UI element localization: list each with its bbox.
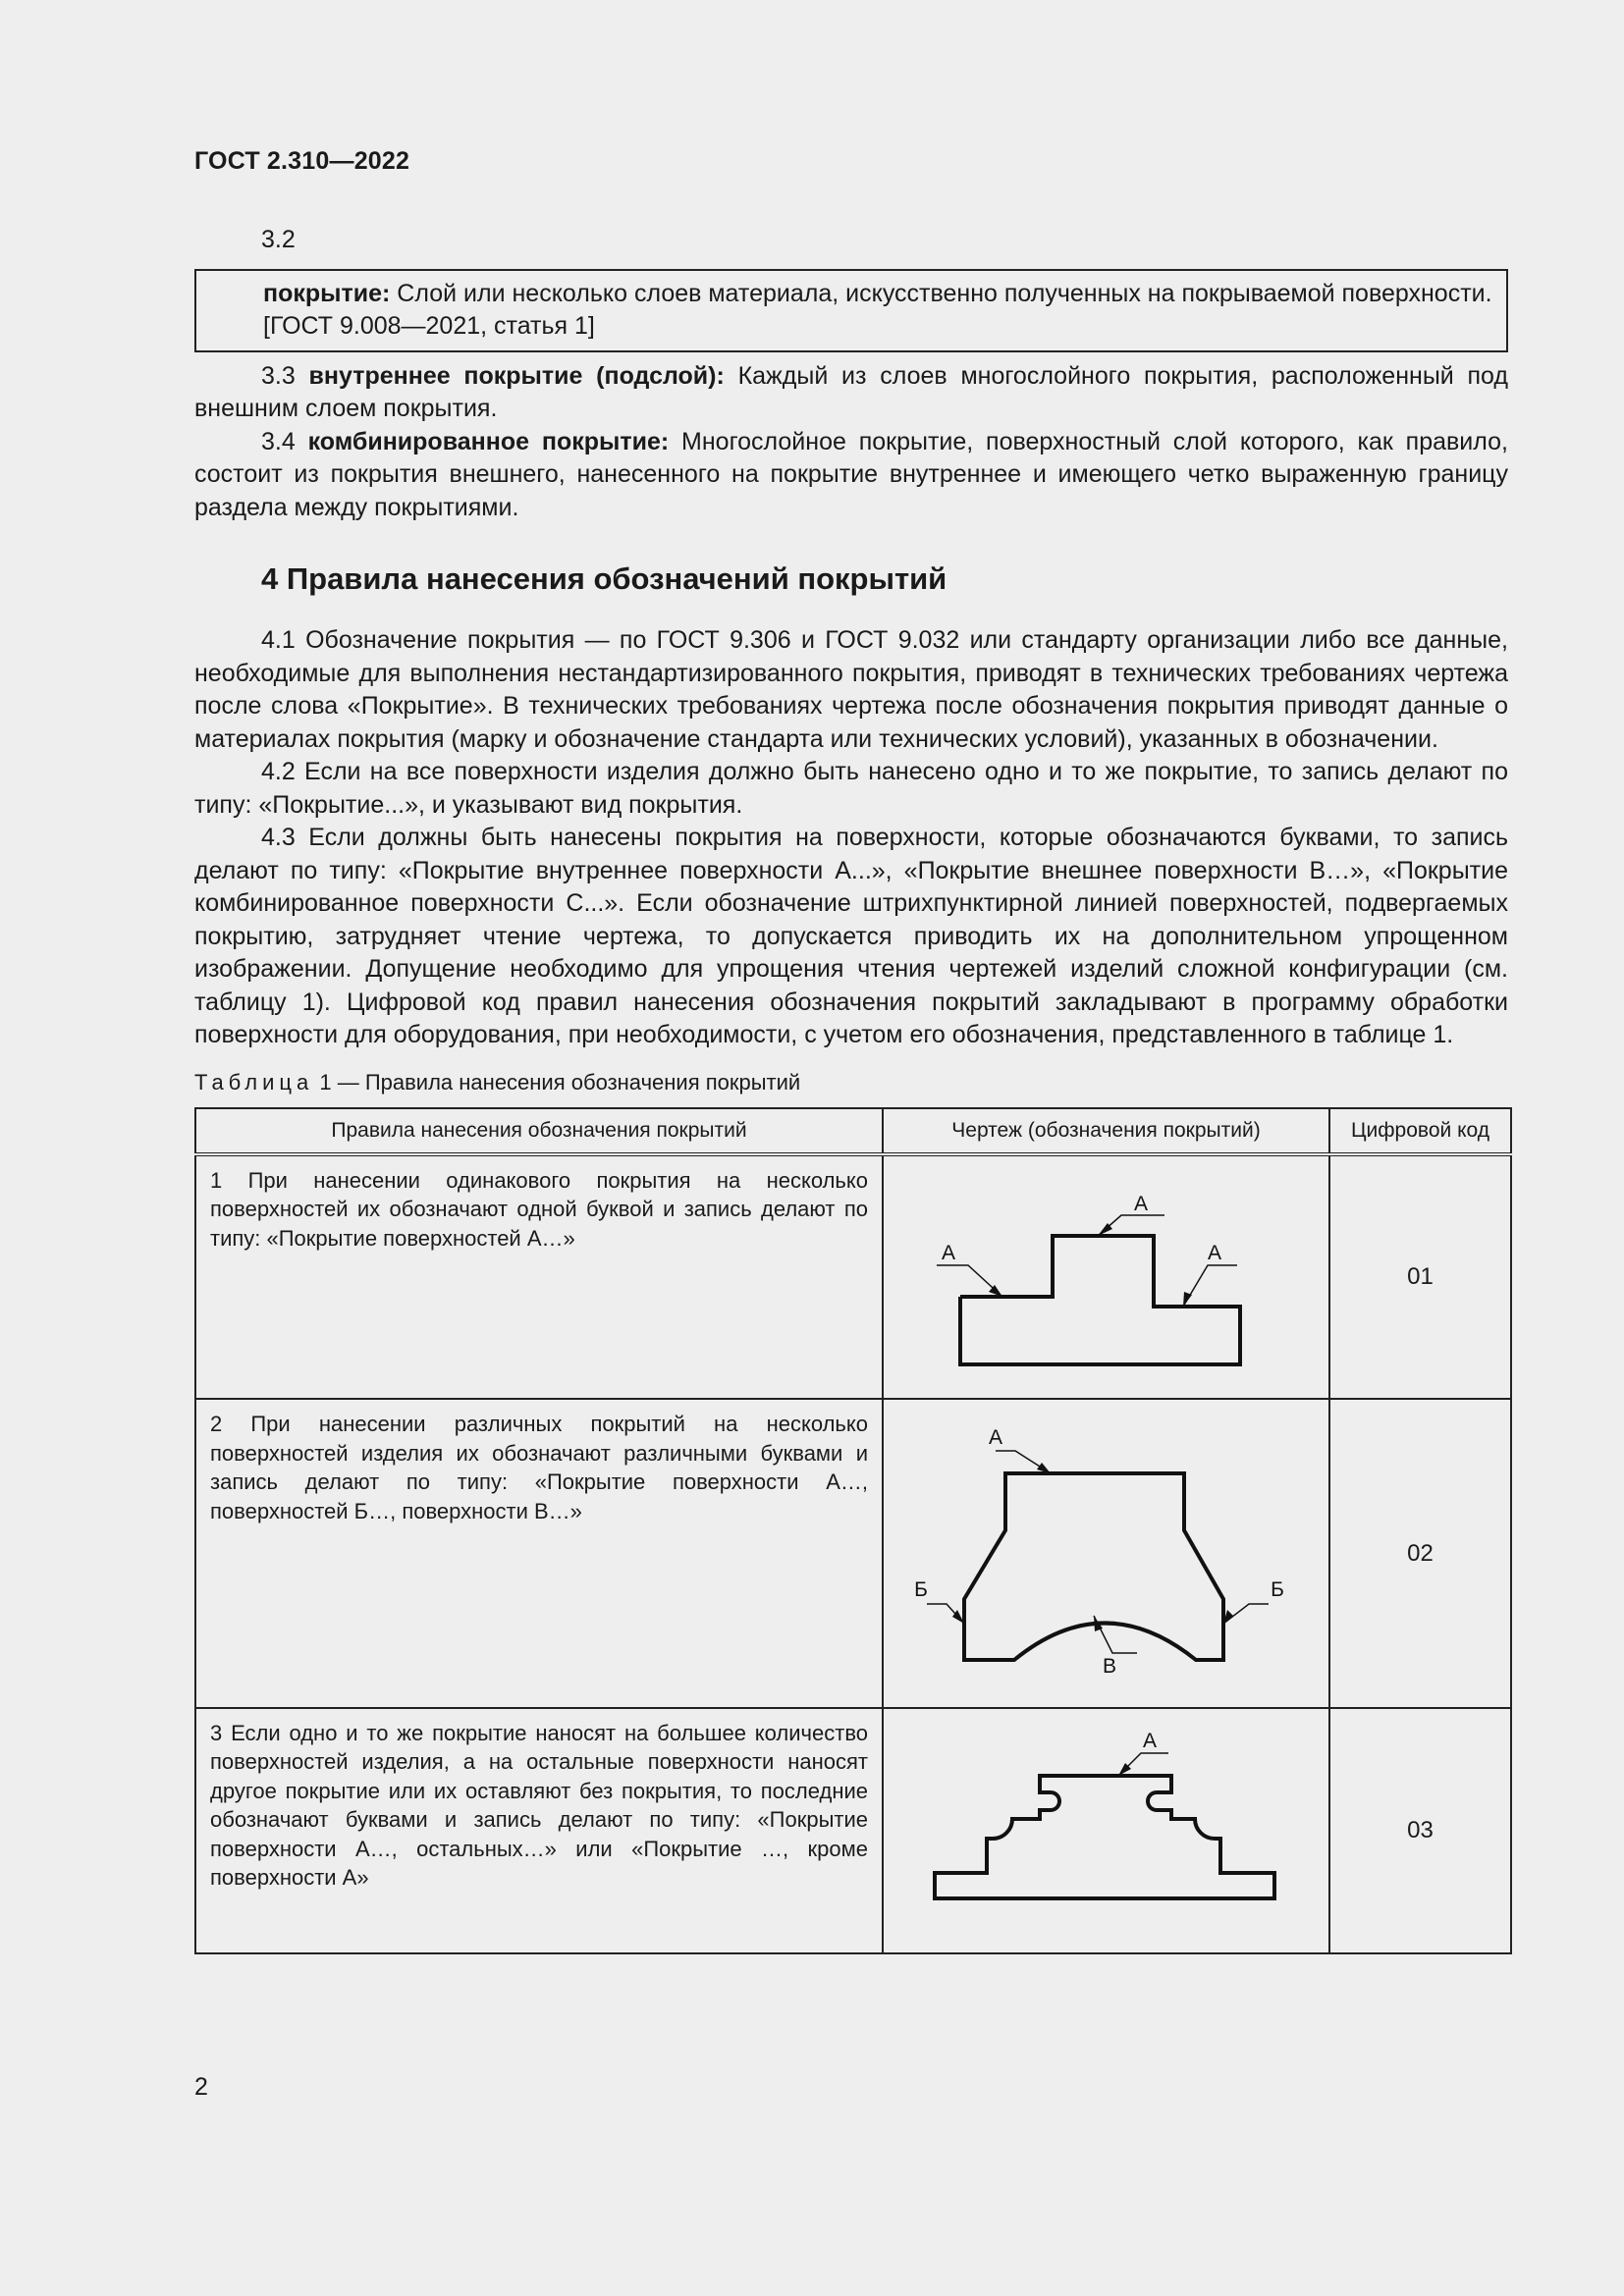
table-caption	[194, 1068, 1508, 1097]
table-caption-title: 1 — Правила нанесения обозначения покрытий	[313, 1069, 801, 1095]
label-a: А	[988, 1426, 1003, 1449]
rules-table	[194, 1107, 1512, 1955]
table-caption-word: Таблица	[194, 1069, 314, 1095]
label-b: Б	[914, 1578, 928, 1601]
definition-source: [ГОСТ 9.008—2021, статья 1]	[263, 312, 595, 340]
term-coating: покрытие:	[263, 279, 391, 307]
clause-3-4-text: Многослойное покрытие, поверхностный слой которого, как правило, состоит из покрытия внешнего, нанесенного на покрытие внутреннее и имеющего четко выраженную границу раздела между покрытиями.	[194, 427, 1508, 521]
label-a: А	[941, 1241, 956, 1264]
rule-text: 1 При нанесении одинакового покрытия на несколько поверхностей их обозначают одной буквой и запись делают по типу: «Покрытие поверхностей А…»	[195, 1154, 883, 1400]
table-row	[195, 1154, 1511, 1400]
header-code: Цифровой код	[1329, 1108, 1511, 1154]
code-cell: 01	[1329, 1154, 1511, 1400]
coating-drawing-1	[884, 1156, 1326, 1391]
clause-3-3-number: 3.3	[261, 361, 296, 390]
section-4-title: 4 Правила нанесения обозначений покрытий	[261, 561, 947, 596]
definition-body: Слой или несколько слоев материала, искусственно полученных на покрываемой поверхности.	[390, 279, 1492, 307]
label-a: А	[1142, 1729, 1158, 1752]
table-row	[195, 1399, 1511, 1708]
term-combined-coating: комбинированное покрытие:	[307, 427, 670, 455]
paragraph-4-1: 4.1 Обозначение покрытия — по ГОСТ 9.306 и ГОСТ 9.032 или стандарту организации либо все данные, необходимые для выполнения нестандартизированного покрытия, приводят в технических требованиях чертежа после слова «Покрытие». В технических требованиях чертежа после обозначения покрытия приводят данные о материалах покрытия (марку и обозначение стандарта или технических условий), указанных в обозначении.	[194, 626, 1508, 753]
clause-3-3-text: Каждый из слоев многослойного покрытия, расположенный под внешним слоем покрытия.	[194, 361, 1508, 422]
label-a: А	[1207, 1241, 1222, 1264]
code-cell: 03	[1329, 1708, 1511, 1954]
clause-3-2-number: 3.2	[261, 226, 296, 253]
clause-3-4	[194, 426, 1508, 525]
rule-text: 2 При нанесении различных покрытий на несколько поверхностей изделия их обозначают различными буквами и запись делают по типу: «Покрытие поверхности А…, поверхностей Б…, поверхности В…»	[195, 1399, 883, 1708]
term-inner-coating: внутреннее покрытие (подслой):	[308, 361, 725, 390]
header-rules: Правила нанесения обозначения покрытий	[195, 1108, 883, 1154]
label-b: Б	[1271, 1578, 1284, 1601]
clause-3-4-number: 3.4	[261, 427, 296, 455]
code-cell: 02	[1329, 1399, 1511, 1708]
header-drawing: Чертеж (обозначения покрытий)	[883, 1108, 1329, 1154]
drawing-cell	[883, 1708, 1329, 1954]
definition-box	[194, 269, 1508, 352]
drawing-cell	[883, 1399, 1329, 1708]
page-number: 2	[194, 2073, 208, 2101]
clause-3-3	[194, 360, 1508, 426]
paragraph-4-3: 4.3 Если должны быть нанесены покрытия на поверхности, которые обозначаются буквами, то запись делают по типу: «Покрытие внутреннее поверхности А...», «Покрытие внешнее поверхности В…», «Покрытие комбинированное поверхности С...». Если обозначение штрихпунктирной линией поверхностей, подвергаемых покрытию, затрудняет чтение чертежа, то допускается приводить их на дополнительном упрощенном изображении. Допущение необходимо для упрощения чтения чертежей изделий сложной конфигурации (см. таблицу 1). Цифровой код правил нанесения обозначения покрытий закладывают в программу обработки поверхности для оборудования, при необходимости, с учетом его обозначения, представленного в таблице 1.	[194, 824, 1508, 1048]
table-row	[195, 1708, 1511, 1954]
document-header: ГОСТ 2.310—2022	[194, 147, 410, 175]
rule-text: 3 Если одно и то же покрытие наносят на большее количество поверхностей изделия, а на остальные поверхности наносят другое покрытие или их оставляют без покрытия, то последние обозначают буквами и запись делают по типу: «Покрытие поверхности А…, остальных…» или «Покрытие …, кроме поверхности А»	[195, 1708, 883, 1954]
coating-drawing-2	[884, 1400, 1326, 1699]
label-a: А	[1133, 1192, 1149, 1215]
label-v: В	[1102, 1655, 1117, 1678]
definition-text	[210, 278, 1492, 311]
page-content	[194, 224, 1508, 1954]
coating-drawing-3	[884, 1709, 1326, 1946]
drawing-cell	[883, 1154, 1329, 1400]
table-header-row	[195, 1108, 1511, 1154]
paragraph-4-2: 4.2 Если на все поверхности изделия должно быть нанесено одно и то же покрытие, то запись делают по типу: «Покрытие...», и указывают вид покрытия.	[194, 758, 1508, 819]
